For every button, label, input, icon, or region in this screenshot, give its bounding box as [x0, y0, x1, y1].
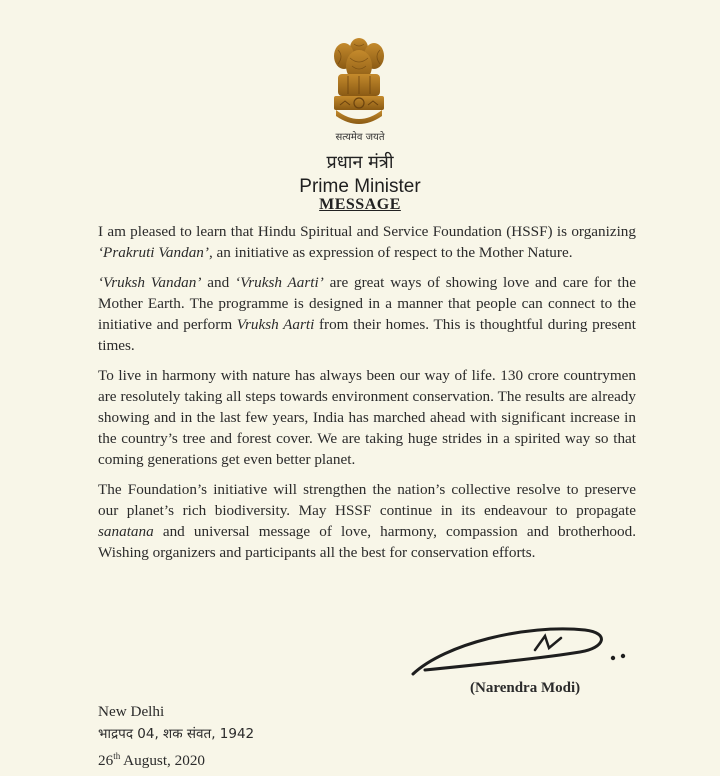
- date-hindi: भाद्रपद 04, शक संवत, 1942: [98, 726, 255, 742]
- paragraph-4: [98, 479, 636, 563]
- paragraph-text: and universal message of love, harmony, compassion and brotherhood. Wishing organizers and participants all the best for conservation efforts.: [98, 523, 636, 561]
- paragraph-text: and: [201, 274, 236, 291]
- title-hindi: प्रधान मंत्री: [326, 152, 394, 173]
- national-emblem-icon: [328, 36, 390, 132]
- emblem-motto: सत्यमेव जयते: [335, 132, 385, 143]
- paragraph-text: , an initiative as expression of respect to the Mother Nature.: [208, 244, 573, 261]
- italic-term: Vruksh Aarti: [236, 316, 315, 333]
- paragraph-3: To live in harmony with nature has always been our way of life. 130 crore countrymen are resolutely taking all steps towards environment conservation. The results are already showing and in the last few years, India has marched ahead with significant increase in the country’s tree and forest cover. We are taking huge strides in a spirited way so that coming generations get even better planet.: [98, 367, 636, 468]
- place-and-date: [98, 701, 254, 772]
- paragraph-1: [98, 221, 636, 263]
- date-day: 26: [98, 752, 114, 770]
- message-body: [98, 221, 636, 572]
- title-english: Prime Minister: [299, 176, 421, 197]
- paragraph-text: are great ways of showing love and care for the Mother Earth. The programme is designed in a manner that people can connect to the initiative and perform: [98, 274, 636, 333]
- date-suffix: th: [113, 751, 121, 761]
- italic-term: sanatana: [98, 523, 154, 540]
- signatory-name: (Narendra Modi): [470, 680, 581, 696]
- date-rest: August, 2020: [120, 752, 206, 770]
- italic-term: ‘Prakruti Vandan’: [98, 244, 209, 261]
- message-heading: MESSAGE: [319, 196, 401, 213]
- signature-icon: [405, 614, 630, 684]
- paragraph-text: I am pleased to learn that Hindu Spiritual and Service Foundation (HSSF) is organizing: [98, 223, 636, 240]
- place: New Delhi: [98, 703, 165, 720]
- date-english: [98, 745, 254, 772]
- paragraph-text: The Foundation’s initiative will strengthen the nation’s collective resolve to preserve our planet’s rich biodiversity. May HSSF continue in its endeavour to propagate: [98, 481, 636, 519]
- paragraph-2: [98, 272, 636, 356]
- paragraph-text: from their homes. This is thoughtful during present times.: [98, 316, 636, 354]
- italic-term: ‘Vruksh Aarti’: [235, 274, 324, 291]
- italic-term: ‘Vruksh Vandan’: [98, 274, 202, 291]
